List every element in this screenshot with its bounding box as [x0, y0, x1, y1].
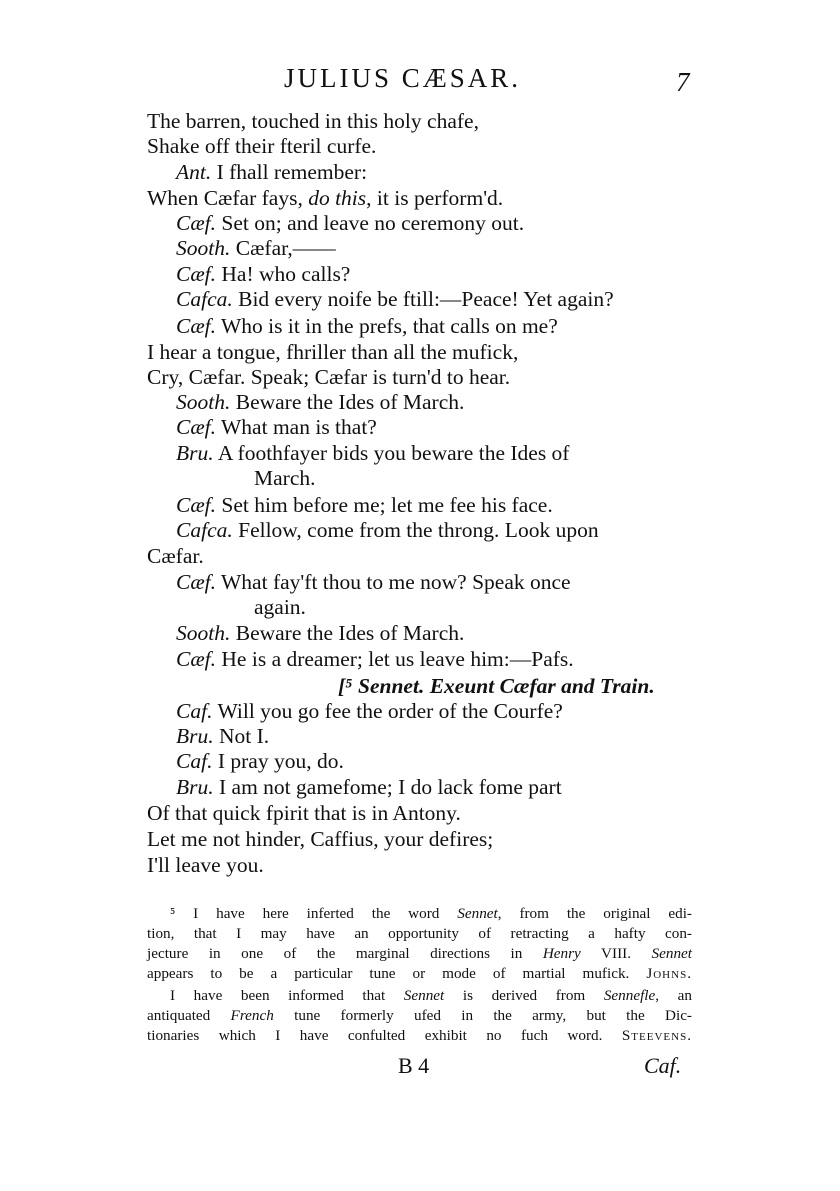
- quoted-command: do this: [308, 186, 367, 210]
- footnote-line: [147, 1026, 692, 1046]
- speaker-name: Sooth.: [176, 621, 231, 645]
- speech-text: Set him before me; let me fee his face.: [216, 493, 553, 517]
- verse-line: Shake off their fteril curfe.: [147, 134, 377, 158]
- footnote-signature: Steevens.: [621, 1027, 692, 1044]
- speaker-name: Cæf.: [176, 211, 217, 235]
- footnote-line: [170, 904, 692, 924]
- speech-line: [176, 774, 562, 800]
- footnote-line: tion, that I may have an opportunity of retracting a hafty con-: [147, 925, 692, 942]
- footnote-text: appears to be a particular tune or mode of martial mufick.: [147, 965, 647, 982]
- speech-text: Who is it in the prefs, that calls on me?: [216, 314, 558, 338]
- verse-text: When Cæfar fays,: [147, 186, 309, 210]
- speech-line: [176, 440, 569, 466]
- footnote-text: I have been informed that: [170, 987, 404, 1004]
- speech-line: [176, 210, 524, 236]
- speaker-name: Cæf.: [176, 314, 217, 338]
- speaker-name: Sooth.: [176, 390, 231, 414]
- speaker-name: Cafca.: [176, 287, 233, 311]
- speaker-name: Cæf.: [176, 493, 217, 517]
- verse-line: The barren, touched in this holy chafe,: [147, 109, 479, 133]
- speech-text: I am not gamefome; I do lack fome part: [213, 775, 562, 799]
- footnote-text: , an: [655, 987, 692, 1004]
- speech-line: [176, 313, 558, 339]
- speech-line: [176, 261, 350, 287]
- speech-line: [176, 389, 464, 415]
- speech-line: [176, 646, 574, 672]
- speech-line: [176, 569, 571, 595]
- speech-line: [176, 698, 563, 724]
- speech-text: Fellow, come from the throng. Look upon: [232, 518, 599, 542]
- footnote-text: tune formerly ufed in the army, but the Dic-: [273, 1007, 692, 1024]
- speaker-name: Caf.: [176, 699, 213, 723]
- footnote-text: is derived from: [444, 987, 604, 1004]
- speech-line: [176, 235, 336, 261]
- speech-line: [176, 414, 377, 440]
- footnote-line: [147, 964, 692, 984]
- footnote-line: [147, 1006, 692, 1026]
- footnote-text: ⁵ I have here inferted the word: [170, 905, 458, 922]
- speaker-name: Bru.: [176, 775, 214, 799]
- speaker-name: Bru.: [176, 441, 214, 465]
- verse-text: , it is perform'd.: [366, 186, 504, 210]
- verse-line: I'll leave you.: [147, 853, 264, 877]
- speaker-name: Bru.: [176, 724, 214, 748]
- signature-mark: B 4: [398, 1053, 430, 1078]
- turnover-line: March.: [254, 466, 316, 490]
- speaker-name: Cæf.: [176, 647, 217, 671]
- speech-text: Ha! who calls?: [216, 262, 351, 286]
- speech-line: [176, 723, 269, 749]
- verse-line: Of that quick fpirit that is in Antony.: [147, 801, 461, 825]
- speaker-name: Sooth.: [176, 236, 231, 260]
- running-title: JULIUS CÆSAR.: [284, 63, 522, 93]
- verse-line: I hear a tongue, fhriller than all the mufick,: [147, 340, 519, 364]
- speech-text: I fhall remember:: [211, 160, 368, 184]
- verse-line: Cæfar.: [147, 544, 204, 568]
- footnote-signature: Johns.: [646, 965, 692, 982]
- speech-text: Set on; and leave no ceremony out.: [216, 211, 525, 235]
- footnote-text: jecture in one of the marginal directions in: [147, 945, 543, 962]
- speech-line: [176, 620, 464, 646]
- speaker-name: Cæf.: [176, 570, 217, 594]
- speech-text: Bid every noife be ftill:—Peace! Yet again?: [232, 287, 614, 311]
- speech-line: [176, 517, 599, 543]
- verse-line: Let me not hinder, Caffius, your defires;: [147, 827, 494, 851]
- speech-text: A foothfayer bids you beware the Ides of: [213, 441, 570, 465]
- footnote-term: Henry: [542, 945, 581, 962]
- footnote-term: French: [230, 1007, 274, 1024]
- footnote-line: [147, 944, 692, 964]
- catchword: Caf.: [644, 1053, 682, 1078]
- speech-line: [176, 286, 614, 312]
- speech-text: Beware the Ides of March.: [230, 621, 465, 645]
- speech-line: [176, 748, 344, 774]
- footnote-text: VIII.: [580, 945, 652, 962]
- speaker-name: Ant.: [176, 160, 212, 184]
- verse-line: [147, 185, 503, 211]
- speech-text: Cæfar,——: [230, 236, 336, 260]
- stage-direction: [⁵ Sennet. Exeunt Cæfar and Train.: [338, 674, 655, 698]
- speaker-name: Cæf.: [176, 415, 217, 439]
- speech-text: Will you go fee the order of the Courfe?: [212, 699, 563, 723]
- speech-line: [176, 492, 553, 518]
- speaker-name: Cafca.: [176, 518, 233, 542]
- speaker-name: Caf.: [176, 749, 213, 773]
- footnote-term: Sennet: [651, 945, 693, 962]
- verse-line: Cry, Cæfar. Speak; Cæfar is turn'd to hear.: [147, 365, 511, 389]
- turnover-line: again.: [254, 595, 306, 619]
- footnote-term: Sennet: [457, 905, 498, 922]
- footnote-text: antiquated: [147, 1007, 231, 1024]
- speech-text: I pray you, do.: [212, 749, 344, 773]
- speech-text: He is a dreamer; let us leave him:—Pafs.: [216, 647, 574, 671]
- footnote-text: , from the original edi-: [497, 905, 692, 922]
- page-number: 7: [676, 67, 690, 97]
- speech-text: What fay'ft thou to me now? Speak once: [216, 570, 571, 594]
- speech-text: What man is that?: [216, 415, 377, 439]
- speech-text: Not I.: [213, 724, 270, 748]
- footnote-term: Sennet: [403, 987, 445, 1004]
- speaker-name: Cæf.: [176, 262, 217, 286]
- footnote-text: tionaries which I have confulted exhibit no fuch word.: [147, 1027, 622, 1044]
- speech-line: [176, 159, 367, 185]
- footnote-line: [170, 986, 692, 1006]
- speech-text: Beware the Ides of March.: [230, 390, 465, 414]
- footnote-term: Sennefle: [603, 987, 656, 1004]
